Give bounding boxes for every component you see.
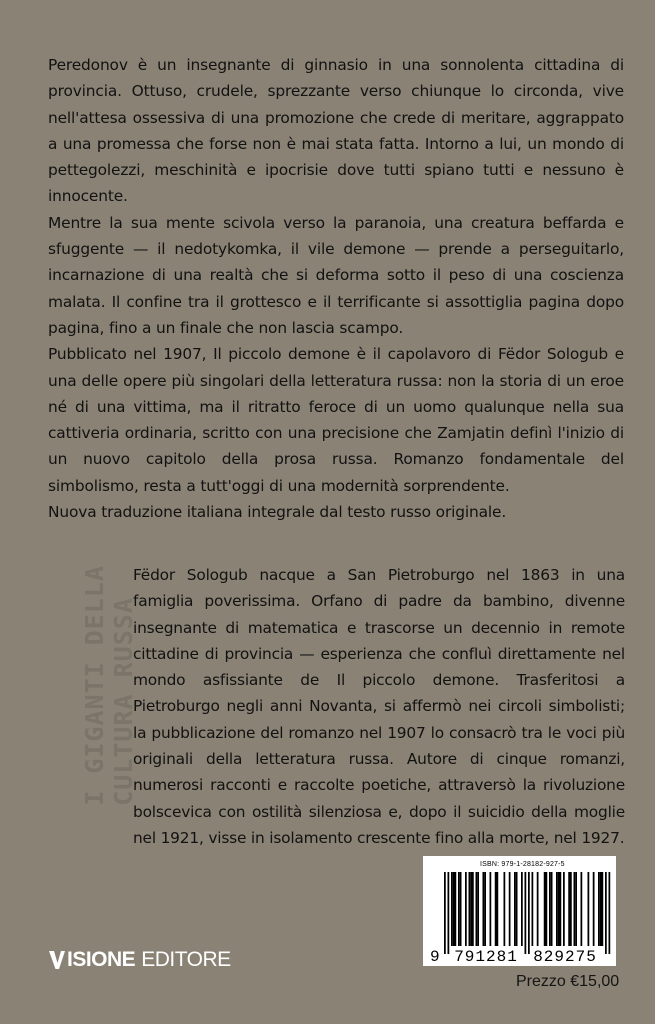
barcode-bar: [483, 872, 485, 946]
barcode-digits-right: 829275: [533, 948, 597, 966]
barcode-bar: [593, 872, 595, 946]
barcode-bar: [495, 872, 497, 946]
barcode-bar: [469, 872, 471, 946]
barcode-bar: [546, 872, 548, 946]
barcode-bar: [581, 872, 583, 946]
barcode-bar: [574, 872, 576, 946]
barcode-bar: [465, 872, 467, 946]
price-label: Prezzo €15,00: [516, 973, 620, 990]
barcode-bar: [549, 872, 551, 946]
barcode-bar: [602, 872, 604, 946]
series-title-vertical: [80, 565, 138, 806]
barcode-bar: [537, 872, 539, 946]
publisher-name-bold: ISIONE: [67, 948, 136, 971]
series-title-line-2: CULTURA RUSSA: [109, 597, 138, 806]
barcode-bar: [504, 872, 506, 946]
barcode-bar: [544, 872, 546, 946]
barcode-digits-left: 791281: [454, 948, 518, 966]
isbn-label: ISBN: 979-1-28182-927-5: [480, 861, 565, 868]
barcode-bar: [605, 872, 607, 954]
barcode-bar: [460, 872, 462, 946]
barcode-bar: [472, 872, 474, 946]
barcode-bar: [551, 872, 553, 946]
barcode-bar: [470, 872, 472, 946]
barcode-bar: [458, 872, 460, 946]
barcode-bar: [455, 872, 457, 946]
barcode-bar: [598, 872, 600, 946]
barcode-bar: [609, 872, 611, 954]
barcode-bar: [568, 872, 570, 946]
barcode-bar: [556, 872, 558, 946]
barcode-bar: [509, 872, 511, 946]
barcode-digit-first: 9: [430, 948, 440, 966]
barcode-bar: [497, 872, 499, 946]
barcode-bar: [451, 872, 453, 946]
barcode-bar: [532, 872, 534, 946]
isbn-barcode: [423, 856, 616, 966]
barcode-bar: [448, 872, 450, 954]
blurb-paragraph-1: Peredonov è un insegnante di ginnasio in una sonnolenta cittadina di provincia. Ottuso, crudele, sprezzante verso chiunque lo circonda, vive nell'attesa ossessiva di una promozione che crede di meritare, aggrappato a una promessa che forse non è mai stata fatta. Intorno a lui, un mondo di pettegolezzi, meschinità e ipocrisie dove tutti spiano tutti e nessuno è innocente.: [48, 56, 624, 206]
barcode-bar: [563, 872, 565, 946]
barcode-bars: [444, 872, 610, 954]
back-cover-blurb: [48, 52, 624, 525]
v-brushstroke-icon: [48, 950, 66, 970]
series-title-line-1: I GIGANTI DELLA: [80, 565, 109, 806]
barcode-bar: [558, 872, 560, 946]
barcode-bar: [453, 872, 455, 946]
barcode-bar: [560, 872, 562, 946]
publisher-name-light: EDITORE: [141, 948, 231, 971]
blurb-paragraph-3: Pubblicato nel 1907, Il piccolo demone è il capolavoro di Fëdor Sologub e una delle opere più singolari della letteratura russa: non la storia di un eroe né di una vittima, ma il ritratto feroce di un uomo qualunque nella sua cattiveria ordinaria, scritto con una precisione che Zamjatin definì l'inizio di un nuovo capitolo della prosa russa. Romanzo fondamentale del simbolismo, resta a tutt'oggi di una modernità sorprendente.: [48, 345, 624, 495]
barcode-graphic: [423, 856, 616, 966]
barcode-bar: [588, 872, 590, 946]
publisher-logo: [48, 948, 231, 972]
barcode-bar: [484, 872, 486, 946]
barcode-bar: [490, 872, 492, 946]
blurb-paragraph-2: Mentre la sua mente scivola verso la paranoia, una creatura beffarda e sfuggente — il nedotykomka, il vile demone — prende a perseguitarlo, incarnazione di una realtà che si deforma sotto il peso di una coscienza malata. Il confine tra il grottesco e il terrificante si assottiglia pagina dopo pagina, fino a un finale che non lascia scampo.: [48, 213, 624, 337]
barcode-bar: [477, 872, 479, 946]
blurb-paragraph-4: Nuova traduzione italiana integrale dal testo russo originale.: [48, 503, 507, 522]
barcode-bar: [514, 872, 516, 946]
barcode-bar: [516, 872, 518, 946]
barcode-bar: [444, 872, 446, 954]
barcode-bar: [525, 872, 527, 954]
barcode-bar: [476, 872, 478, 946]
author-biography: Fëdor Sologub nacque a San Pietroburgo nel 1863 in una famiglia poverissima. Orfano di padre da bambino, divenne insegnante di matematica e trascorse un decennio in remote cittadine di provincia — esperienza che confluì direttamente nel mondo asfissiante de Il piccolo demone. Trasferitosi a Pietroburgo negli anni Novanta, si affermò nei circoli simbolisti; la pubblicazione del romanzo nel 1907 lo consacrò tra le voci più originali della letteratura russa. Autore di cinque romanzi, numerosi racconti e raccolte poetiche, attraversò la rivoluzione bolscevica con ostilità silenziosa e, dopo il suicidio della moglie nel 1921, visse in isolamento crescente fino alla morte, nel 1927.: [133, 566, 625, 847]
barcode-bar: [570, 872, 572, 946]
barcode-bar: [528, 872, 530, 954]
barcode-bar: [521, 872, 523, 946]
barcode-bar: [575, 872, 577, 946]
barcode-bar: [600, 872, 602, 946]
